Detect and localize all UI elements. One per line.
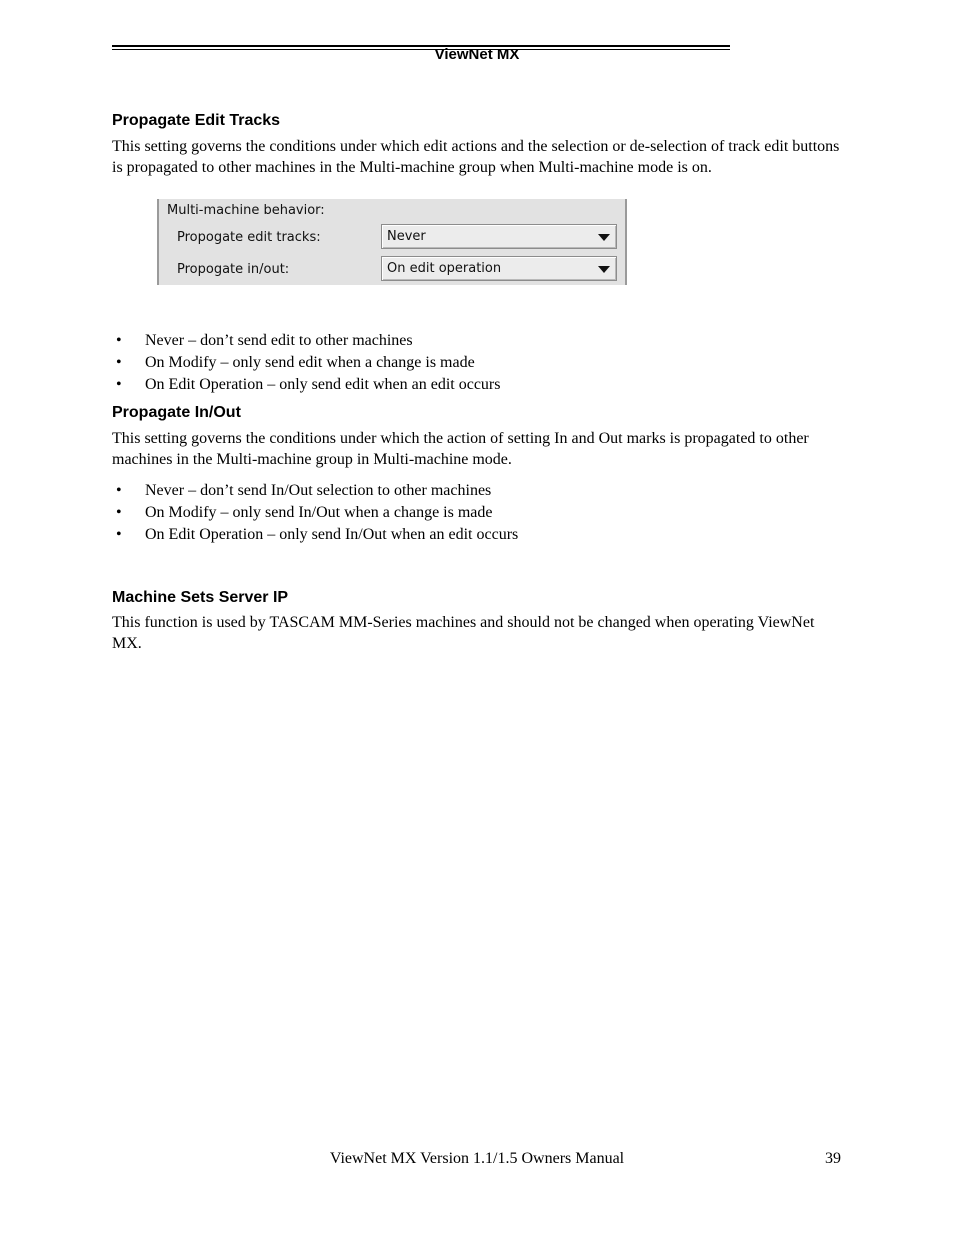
bullet-list-edit-tracks — [112, 330, 500, 395]
list-item: • Never – don’t send edit to other machines — [112, 330, 500, 352]
multi-machine-behavior-panel — [157, 199, 627, 285]
running-header: ViewNet MX — [434, 46, 520, 63]
panel-title: Multi-machine behavior: — [167, 203, 325, 218]
propagate-edit-tracks-label: Propogate edit tracks: — [177, 230, 321, 245]
page-number: 39 — [825, 1150, 841, 1167]
propagate-in-out-dropdown[interactable] — [381, 256, 617, 281]
list-item: • On Edit Operation – only send In/Out when an edit occurs — [112, 524, 518, 546]
paragraph-machine-sets-server-ip: This function is used by TASCAM MM-Series machines and should not be changed when operating ViewNet MX. — [112, 614, 815, 652]
list-item: • On Modify – only send In/Out when a change is made — [112, 502, 518, 524]
paragraph-propagate-in-out: This setting governs the conditions under which the action of setting In and Out marks is propagated to other machines in the Multi-machine group in Multi-machine mode. — [112, 430, 809, 468]
paragraph-propagate-edit-tracks: This setting governs the conditions under which edit actions and the selection or de-selection of track edit buttons is propagated to other machines in the Multi-machine group when Multi-machine mode is on. — [112, 138, 840, 176]
list-item: • On Edit Operation – only send edit when an edit occurs — [112, 374, 500, 396]
list-item: • Never – don’t send In/Out selection to other machines — [112, 480, 518, 502]
heading-propagate-edit-tracks: Propagate Edit Tracks — [112, 112, 281, 129]
heading-propagate-in-out: Propagate In/Out — [112, 404, 241, 421]
chevron-down-icon — [598, 234, 610, 241]
chevron-down-icon — [598, 266, 610, 273]
propagate-edit-tracks-dropdown[interactable] — [381, 224, 617, 249]
propagate-in-out-label: Propogate in/out: — [177, 262, 290, 277]
bullet-list-in-out — [112, 480, 518, 545]
dropdown-value: On edit operation — [387, 261, 502, 276]
heading-machine-sets-server-ip: Machine Sets Server IP — [112, 589, 289, 606]
dropdown-value: Never — [387, 229, 426, 244]
list-item: • On Modify – only send edit when a change is made — [112, 352, 500, 374]
footer-manual-title: ViewNet MX Version 1.1/1.5 Owners Manual — [329, 1150, 625, 1167]
